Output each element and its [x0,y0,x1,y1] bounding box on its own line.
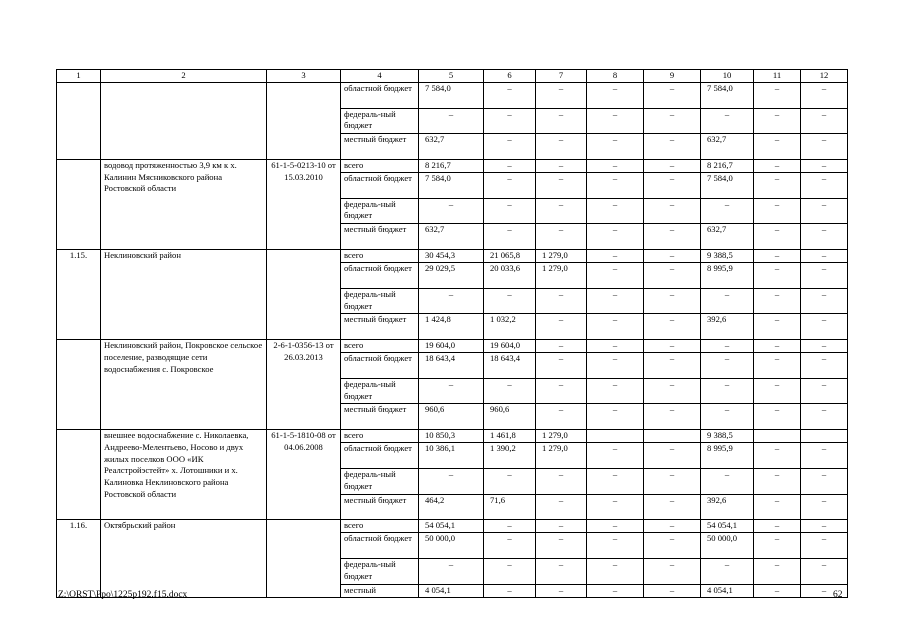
funding-source: местный бюджет [341,314,419,340]
value-cell: – [536,353,587,379]
value-cell: 7 584,0 [419,83,484,109]
value-cell: – [587,83,644,109]
value-cell: 632,7 [701,134,754,160]
funding-source: областной бюджет [341,533,419,559]
value-cell: – [701,404,754,430]
funding-source: всего [341,249,419,262]
value-cell: 1 279,0 [536,430,587,443]
value-cell: 18 643,4 [419,353,484,379]
column-header: 10 [701,70,754,83]
value-cell: 10 386,1 [419,443,484,469]
value-cell: 10 850,3 [419,430,484,443]
value-cell: 1 032,2 [484,314,536,340]
value-cell: – [484,378,536,404]
value-cell: 8 216,7 [701,159,754,172]
value-cell: – [644,443,701,469]
value-cell: 392,6 [701,314,754,340]
budget-table [56,69,848,598]
value-cell: 9 388,5 [701,249,754,262]
value-cell: – [587,314,644,340]
value-cell: – [536,83,587,109]
value-cell: – [484,520,536,533]
row-number [57,159,101,249]
value-cell: – [536,468,587,494]
value-cell: – [536,533,587,559]
value-cell: – [587,173,644,199]
value-cell: – [754,404,801,430]
value-cell: – [587,558,644,584]
document-number [267,520,341,598]
value-cell: 960,6 [484,404,536,430]
value-cell: – [801,224,848,250]
column-header: 7 [536,70,587,83]
value-cell: – [754,339,801,352]
document-number: 61-1-5-1810-08 от 04.06.2008 [267,430,341,520]
value-cell: – [536,404,587,430]
value-cell: – [754,584,801,597]
value-cell: – [644,263,701,289]
value-cell: – [419,288,484,314]
value-cell: – [484,468,536,494]
value-cell: – [644,288,701,314]
value-cell: 8 995,9 [701,443,754,469]
column-header: 3 [267,70,341,83]
funding-source: местный бюджет [341,134,419,160]
funding-source: всего [341,430,419,443]
value-cell: – [801,378,848,404]
row-number: 1.16. [57,520,101,598]
value-cell: 464,2 [419,494,484,520]
value-cell: 30 454,3 [419,249,484,262]
value-cell: – [644,83,701,109]
document-number: 61-1-5-0213-10 от 15.03.2010 [267,159,341,249]
column-header: 5 [419,70,484,83]
row-number [57,83,101,160]
value-cell: – [644,339,701,352]
value-cell: 960,6 [419,404,484,430]
value-cell: – [754,353,801,379]
column-header: 9 [644,70,701,83]
value-cell: 1 390,2 [484,443,536,469]
value-cell: – [701,108,754,134]
value-cell: – [644,159,701,172]
value-cell: – [536,378,587,404]
funding-source: областной бюджет [341,263,419,289]
value-cell: – [801,134,848,160]
column-header: 4 [341,70,419,83]
value-cell: 8 216,7 [419,159,484,172]
value-cell: 18 643,4 [484,353,536,379]
value-cell: – [701,558,754,584]
column-header: 6 [484,70,536,83]
table-row [57,430,848,443]
value-cell: – [801,533,848,559]
value-cell: 1 279,0 [536,443,587,469]
value-cell: – [484,288,536,314]
value-cell: – [644,558,701,584]
funding-source: местный бюджет [341,404,419,430]
funding-source: областной бюджет [341,443,419,469]
value-cell: 392,6 [701,494,754,520]
value-cell: – [587,263,644,289]
value-cell: – [754,468,801,494]
value-cell: – [754,520,801,533]
column-header: 2 [101,70,267,83]
value-cell: – [801,443,848,469]
row-number [57,339,101,429]
value-cell: – [801,249,848,262]
column-header: 1 [57,70,101,83]
value-cell: – [801,173,848,199]
funding-source: местный [341,584,419,597]
value-cell: 7 584,0 [701,83,754,109]
funding-source: федераль-ный бюджет [341,558,419,584]
value-cell: – [536,314,587,340]
funding-source: областной бюджет [341,83,419,109]
value-cell [644,430,701,443]
funding-source: всего [341,339,419,352]
value-cell: – [801,584,848,597]
value-cell: – [754,443,801,469]
value-cell: – [484,159,536,172]
value-cell: – [419,108,484,134]
value-cell: – [801,404,848,430]
value-cell: – [801,159,848,172]
table-row [57,249,848,262]
value-cell: – [801,520,848,533]
value-cell: – [536,339,587,352]
value-cell: – [754,494,801,520]
value-cell: – [701,288,754,314]
value-cell: – [484,224,536,250]
value-cell: – [419,378,484,404]
value-cell: – [484,584,536,597]
footer-file-path: Z:\ORST\Ppo\1225p192.f15.docx [58,590,188,600]
table-row [57,520,848,533]
value-cell: – [587,339,644,352]
value-cell: 632,7 [419,134,484,160]
value-cell: – [484,108,536,134]
value-cell: – [644,314,701,340]
value-cell: – [484,134,536,160]
value-cell: 8 995,9 [701,263,754,289]
value-cell: – [801,339,848,352]
value-cell: – [801,494,848,520]
value-cell: 1 461,8 [484,430,536,443]
value-cell: – [701,468,754,494]
value-cell: 54 054,1 [701,520,754,533]
funding-source: федераль-ный бюджет [341,378,419,404]
value-cell: – [536,173,587,199]
value-cell: 19 604,0 [484,339,536,352]
value-cell: – [754,314,801,340]
value-cell: – [644,198,701,224]
value-cell: 50 000,0 [701,533,754,559]
funding-source: местный бюджет [341,494,419,520]
funding-source: местный бюджет [341,224,419,250]
value-cell: – [644,224,701,250]
value-cell: – [644,249,701,262]
value-cell: 19 604,0 [419,339,484,352]
funding-source: областной бюджет [341,353,419,379]
value-cell: – [587,404,644,430]
value-cell: – [644,134,701,160]
document-number [267,83,341,160]
value-cell: – [801,198,848,224]
table-row [57,83,848,109]
funding-source: федераль-ный бюджет [341,288,419,314]
value-cell: – [701,378,754,404]
object-name: Октябрьский район [101,520,267,598]
value-cell: – [754,108,801,134]
value-cell: – [644,520,701,533]
value-cell: – [587,353,644,379]
value-cell: – [587,533,644,559]
table-body [57,70,848,598]
value-cell: – [587,443,644,469]
value-cell: – [644,468,701,494]
funding-source: всего [341,520,419,533]
value-cell: 7 584,0 [701,173,754,199]
value-cell: – [419,198,484,224]
value-cell: – [801,263,848,289]
value-cell: – [801,314,848,340]
value-cell: 1 424,8 [419,314,484,340]
value-cell: – [801,288,848,314]
value-cell: 1 279,0 [536,249,587,262]
value-cell [754,430,801,443]
value-cell: – [536,198,587,224]
row-number [57,430,101,520]
funding-source: всего [341,159,419,172]
value-cell: – [644,173,701,199]
value-cell: 7 584,0 [419,173,484,199]
value-cell: 632,7 [701,224,754,250]
value-cell: – [587,224,644,250]
value-cell: – [587,494,644,520]
value-cell: – [644,404,701,430]
value-cell [587,430,644,443]
value-cell: – [587,584,644,597]
value-cell: – [701,353,754,379]
value-cell: – [484,173,536,199]
value-cell: – [754,173,801,199]
value-cell: – [484,198,536,224]
value-cell: – [754,263,801,289]
document-number: 2-6-1-0356-13 от 26.03.2013 [267,339,341,429]
value-cell: – [754,533,801,559]
funding-source: федераль-ный бюджет [341,468,419,494]
value-cell: – [484,558,536,584]
object-name: Неклиновский район [101,249,267,339]
value-cell: – [754,558,801,584]
value-cell: – [587,159,644,172]
value-cell: – [644,533,701,559]
value-cell: 54 054,1 [419,520,484,533]
value-cell: – [754,134,801,160]
value-cell: 9 388,5 [701,430,754,443]
column-header: 12 [801,70,848,83]
value-cell: – [536,584,587,597]
funding-source: областной бюджет [341,173,419,199]
table-row [57,159,848,172]
value-cell: 50 000,0 [419,533,484,559]
column-header-row [57,70,848,83]
value-cell: – [701,198,754,224]
value-cell: 29 029,5 [419,263,484,289]
table-row [57,339,848,352]
value-cell: – [484,83,536,109]
page-number: 62 [833,590,843,600]
value-cell: – [644,584,701,597]
value-cell: – [419,468,484,494]
document-number [267,249,341,339]
value-cell: – [801,468,848,494]
value-cell: – [644,108,701,134]
column-header: 8 [587,70,644,83]
value-cell: – [644,353,701,379]
value-cell: – [536,108,587,134]
value-cell: – [587,198,644,224]
value-cell: – [536,159,587,172]
row-number: 1.15. [57,249,101,339]
value-cell: 632,7 [419,224,484,250]
value-cell: – [754,378,801,404]
value-cell: 4 054,1 [701,584,754,597]
value-cell: 1 279,0 [536,263,587,289]
value-cell: – [587,108,644,134]
value-cell: 71,6 [484,494,536,520]
value-cell: – [536,134,587,160]
value-cell: – [754,288,801,314]
value-cell [801,430,848,443]
value-cell: – [419,558,484,584]
value-cell: – [801,108,848,134]
object-name: Неклиновский район, Покровское сельское поселение, разводящие сети водоснабжения с. Покровское [101,339,267,429]
value-cell: 21 065,8 [484,249,536,262]
object-name: водовод протяженностью 3,9 км к х. Калинин Мясниковского района Ростовской области [101,159,267,249]
value-cell: – [801,353,848,379]
value-cell: – [587,134,644,160]
value-cell: – [644,494,701,520]
value-cell: – [587,249,644,262]
value-cell: – [536,558,587,584]
value-cell: – [587,288,644,314]
object-name [101,83,267,160]
value-cell: – [801,558,848,584]
value-cell: – [754,224,801,250]
funding-source: федераль-ный бюджет [341,198,419,224]
value-cell: – [754,249,801,262]
funding-source: федераль-ный бюджет [341,108,419,134]
value-cell: – [587,378,644,404]
value-cell: – [801,83,848,109]
value-cell: – [701,339,754,352]
value-cell: – [536,520,587,533]
value-cell: – [754,159,801,172]
value-cell: 20 033,6 [484,263,536,289]
column-header: 11 [754,70,801,83]
value-cell: – [587,468,644,494]
value-cell: – [484,533,536,559]
value-cell: – [587,520,644,533]
value-cell: 4 054,1 [419,584,484,597]
value-cell: – [754,83,801,109]
value-cell: – [536,288,587,314]
object-name: внешнее водоснабжение с. Николаевка, Андреево-Мелентьево, Носово и двух жилых поселков ООО «ИК Реалстройэстейт» х. Лотошники и х. Калиновка Неклиновского района Ростовской области [101,430,267,520]
value-cell: – [536,494,587,520]
value-cell: – [754,198,801,224]
value-cell: – [536,224,587,250]
value-cell: – [644,378,701,404]
